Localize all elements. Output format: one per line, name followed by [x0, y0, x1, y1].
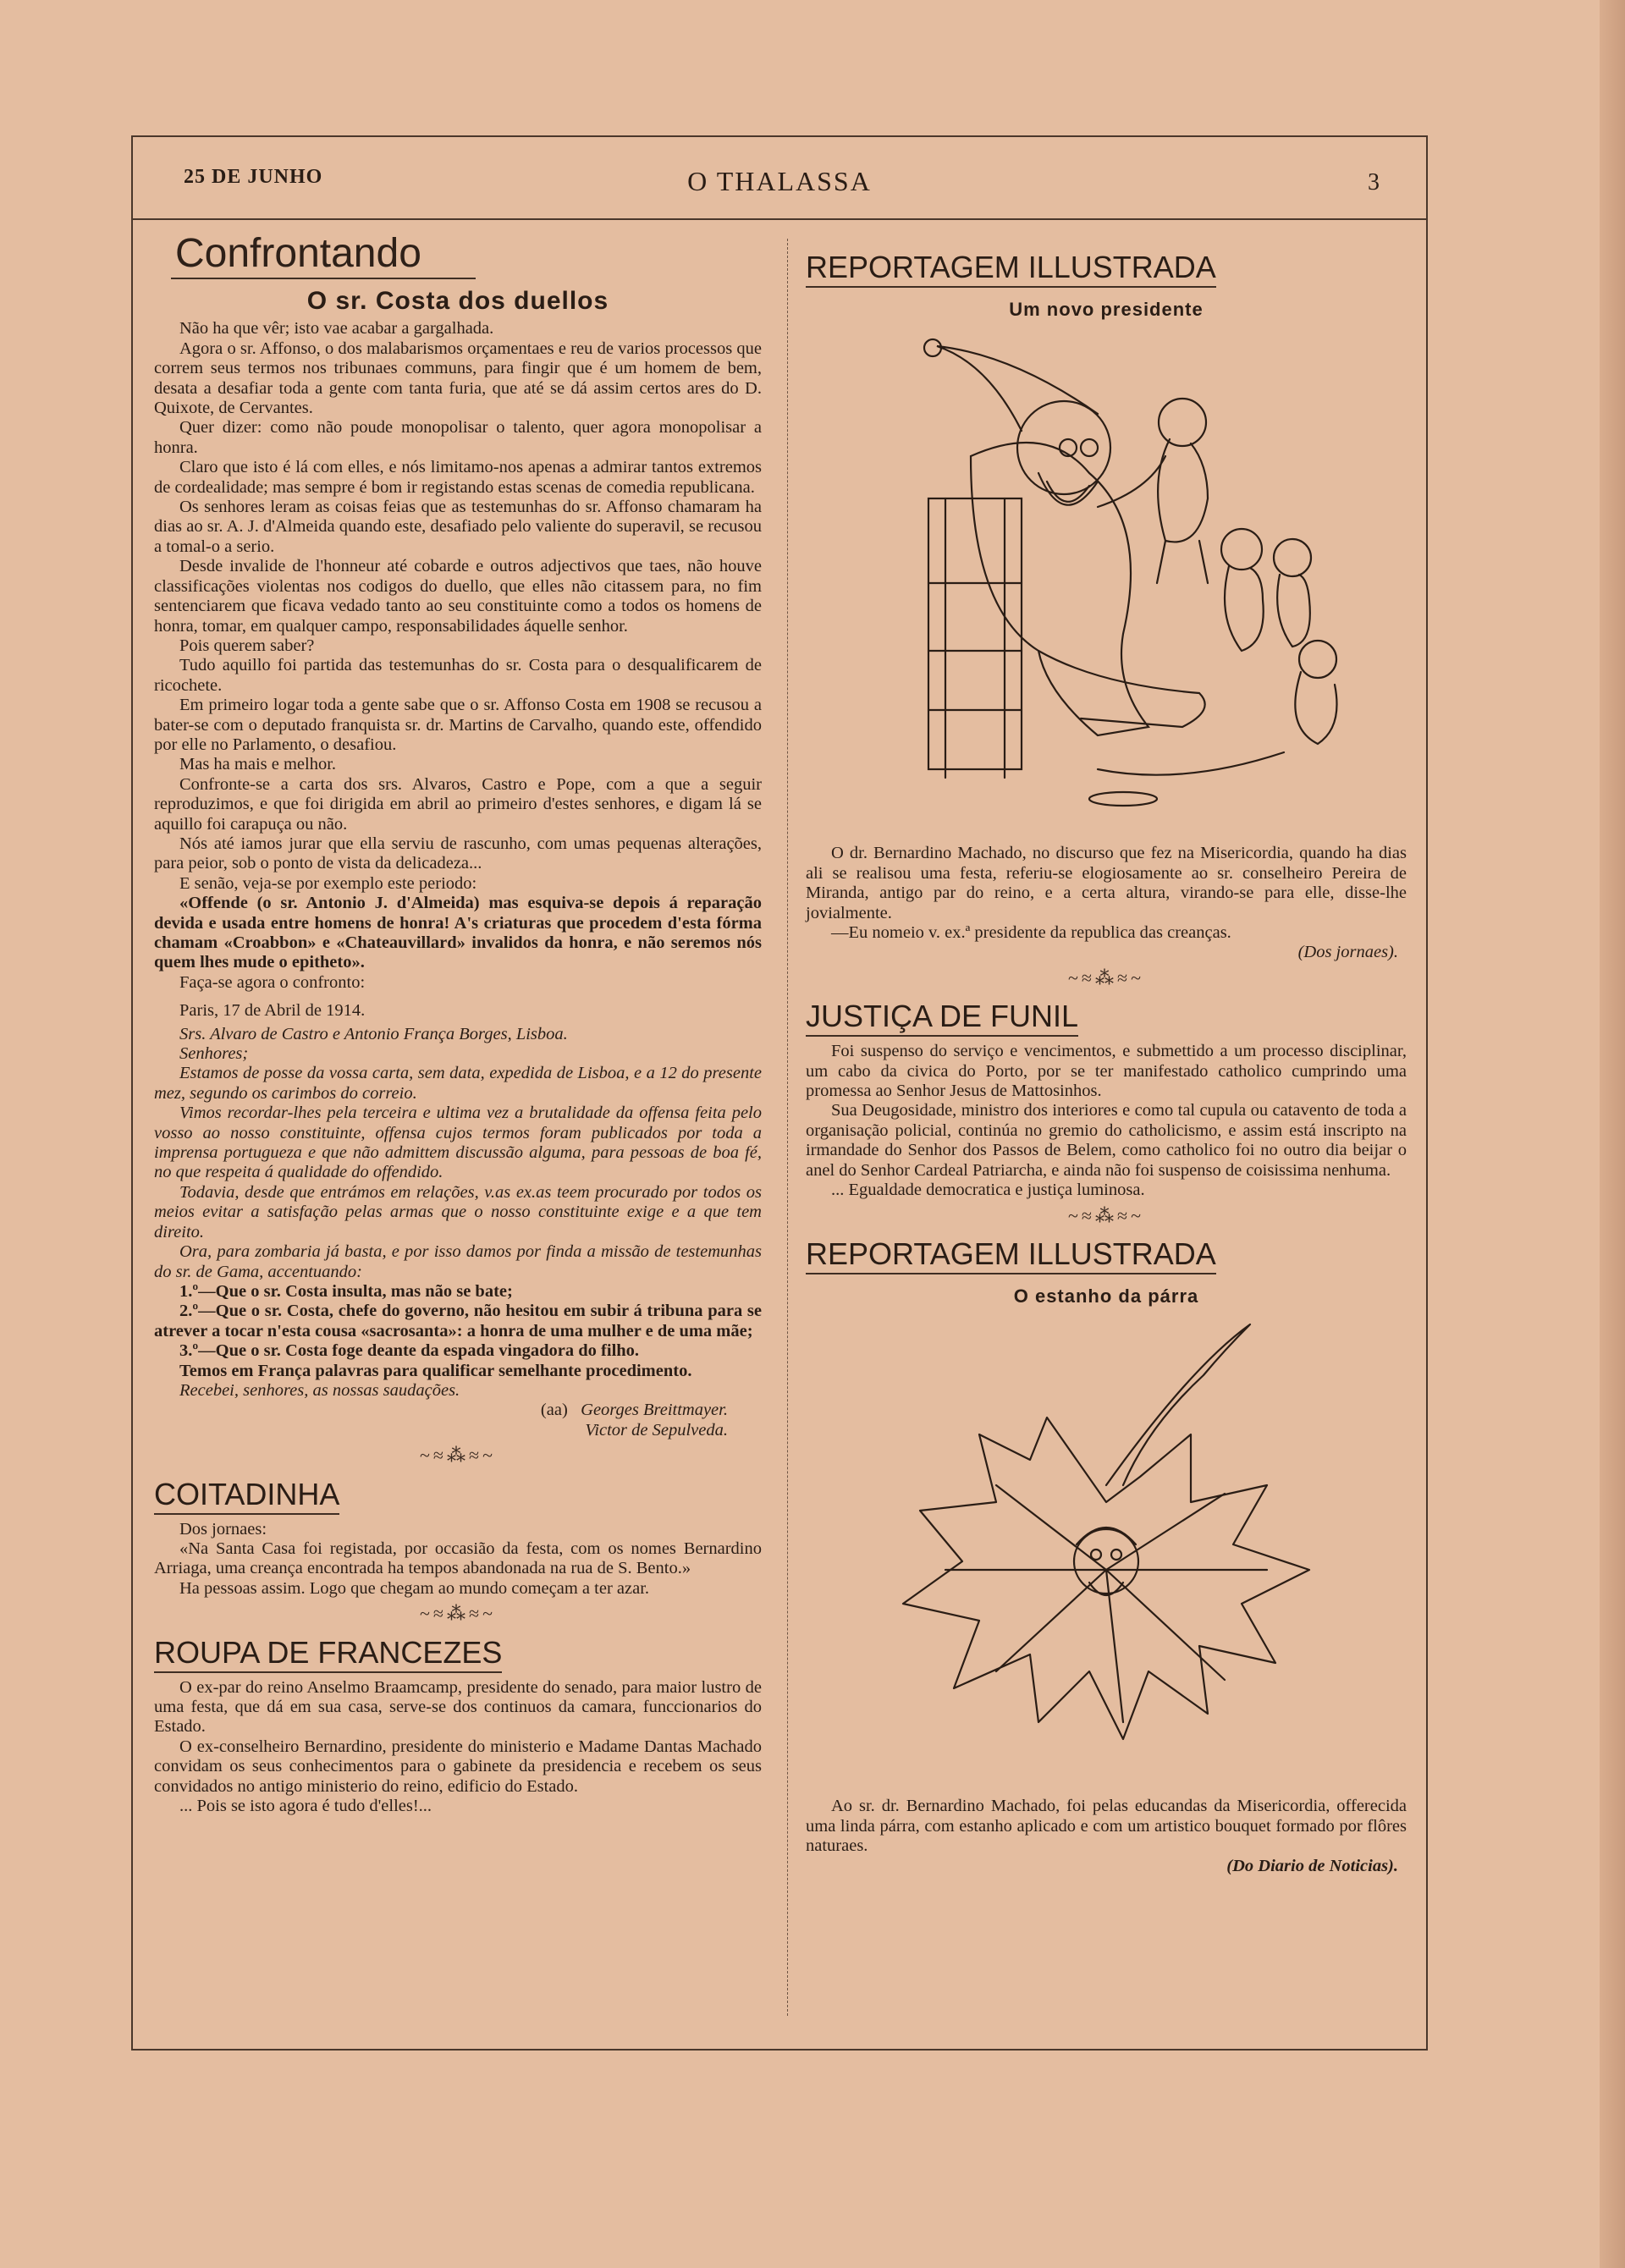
signature-2: Victor de Sepulveda. [585, 1420, 728, 1440]
paragraph: O ex-par do reino Anselmo Braamcamp, presidente do senado, para maior lustro de uma festa, que dá em sua casa, serve-se dos continuos da camara, funccionarios do Estado. [154, 1677, 762, 1737]
paragraph: Agora o sr. Affonso, o dos malabarismos orçamentaes e reu de varios processos que correm seus termos nos tribunaes communs, para fingir que é um homem de bem, desata a desafiar toda a gente com tanta furia, que até se dá assim certos ares do D. Quixote, de Cervantes. [154, 339, 762, 418]
paragraph: Claro que isto é lá com elles, e nós limitamo-nos apenas a admirar tantos extremos de cordealidade; mas sempre é bom ir registando estas scenas de comedia republicana. [154, 458, 762, 497]
letter-closing-bold: Temos em França palavras para qualificar semelhante procedimento. [179, 1361, 692, 1380]
paragraph: Quer dizer: como não poude monopolisar o talento, quer agora monopolisar a honra. [154, 418, 762, 457]
illustration-title-1: Um novo presidente [1009, 299, 1204, 320]
illustration-caption-1: O dr. Bernardino Machado, no discurso que fez na Misericordia, quando ha dias ali se realisou uma festa, referiu-se elogiosamente ao sr. conselheiro Pereira de Miranda, antigo par do reino, e a certa altura, virando-se para elle, disse-lhe jovialmente. [806, 844, 1407, 922]
column-divider [787, 239, 788, 2016]
letter-salutation: Senhores; [179, 1044, 249, 1064]
illustration-source-2: (Do Diario de Noticias). [1226, 1856, 1398, 1875]
title-underline [171, 278, 476, 279]
letter-paragraph: Ora, para zombaria já basta, e por isso damos por finda a missão de testemunhas do sr. de Gama, accentuando: [154, 1242, 762, 1281]
paragraph: ... Egualdade democratica e justiça luminosa. [831, 1181, 1145, 1200]
paragraph: Dos jornaes: [179, 1519, 267, 1539]
section-title-reportagem-1: REPORTAGEM ILLUSTRADA [806, 250, 1216, 288]
ornament-divider: ~≈⁂≈~ [1068, 1204, 1144, 1226]
illustration-caption-2: Ao sr. dr. Bernardino Machado, foi pelas educandas da Misericordia, offerecida uma linda párra, com estanho aplicado e com um artistico bouquet formado por flôres naturaes. [806, 1797, 1407, 1856]
signature-prefix: (aa) [540, 1401, 568, 1420]
confront-intro: Faça-se agora o confronto: [179, 972, 366, 992]
signature-1: Georges Breittmayer. [581, 1401, 728, 1420]
letter-paragraph: Vimos recordar-lhes pela terceira e ultima vez a brutalidade da offensa feita pelo vosso ao nosso constituinte, offensa cujos termos foram publicados por toda a imprensa portugueza e que não admittem discussão alguma, para pessoas de boa fé, no que respeita á qualidade do offendido. [154, 1104, 762, 1182]
paragraph: Os senhores leram as coisas feias que as testemunhas do sr. Affonso chamaram ha dias ao sr. A. J. d'Almeida quando este, desafiado pelo valiente do superavil, se recusou a tomal-o a serio. [154, 498, 762, 556]
paragraph: Não ha que vêr; isto vae acabar a gargalhada. [179, 319, 494, 339]
letter-point: 3.º—Que o sr. Costa foge deante da espada vingadora do filho. [179, 1341, 640, 1361]
letter-point: 2.º—Que o sr. Costa, chefe do governo, não hesitou em subir á tribuna para se atrever a tocar n'esta cousa «sacrosanta»: a honra de uma mulher e de uma mãe; [154, 1302, 762, 1340]
paragraph: ... Pois se isto agora é tudo d'elles!... [179, 1797, 432, 1816]
header-date: 25 DE JUNHO [184, 166, 323, 188]
article-title: Confrontando [175, 231, 421, 276]
ornament-divider: ~≈⁂≈~ [420, 1603, 496, 1625]
paragraph: «Na Santa Casa foi registada, por occasião da festa, com os nomes Bernardino Arriaga, uma creança encontrada ha tempos abandonada na rua de S. Bento.» [154, 1539, 762, 1578]
paragraph: Sua Deugosidade, ministro dos interiores e como tal cupula ou catavento de toda a organisação policial, continúa no gremio do catholicismo, e assim está inscripto na irmandade do Senhor dos Passos de Belem, como catholico foi no outro dia beijar o anel do Senhor Cardeal Patriarcha, e ainda não foi suspenso de coisissima nenhuma. [806, 1101, 1407, 1180]
letter-paragraph: Estamos de posse da vossa carta, sem data, expedida de Lisboa, e a 12 do presente mez, segundo os carimbos do correio. [154, 1064, 762, 1103]
paragraph: Nós até iamos jurar que ella serviu de rascunho, com umas pequenas alterações, para peior, sob o ponto de vista da delicadeza... [154, 834, 762, 873]
left-column [154, 230, 762, 1816]
section-title-coitadinha: COITADINHA [154, 1478, 339, 1515]
vine-leaf-illustration [869, 1316, 1343, 1790]
paragraph: Mas ha mais e melhor. [179, 755, 337, 774]
paragraph: O ex-conselheiro Bernardino, presidente do ministerio e Madame Dantas Machado convidam os seus conhecimentos para o gabinete da presidencia e recebem os seus convidados no antigo ministerio do reino, edificio do Estado. [154, 1737, 762, 1796]
paragraph: Foi suspenso do serviço e vencimentos, e submettido a um processo disciplinar, um cabo da civica do Porto, por se ter manifestado catholico cumprindo uma promessa ao Senhor Jesus de Mattosinhos. [806, 1042, 1407, 1101]
paragraph: Pois querem saber? [179, 636, 315, 655]
letter-closing: Recebei, senhores, as nossas saudações. [179, 1380, 460, 1400]
newspaper-page [131, 135, 1428, 2051]
letter-signature [154, 1401, 762, 1440]
paragraph: Em primeiro logar toda a gente sabe que o sr. Affonso Costa em 1908 se recusou a bater-se com o deputado franquista sr. dr. Martins de Carvalho, quando este, offendido por elle no Parlamento, o desafiou. [154, 696, 762, 754]
letter-paragraph: Todavia, desde que entrámos em relações, v.as ex.as teem procurado por todos os meios evitar a satisfação pelas armas que o nosso constituinte exige e a que tem direito. [154, 1182, 762, 1241]
letter-addressee: Srs. Alvaro de Castro e Antonio França Borges, Lisboa. [179, 1024, 568, 1043]
period-quote: «Offende (o sr. Antonio J. d'Almeida) mas esquiva-se depois á reparação devida e usada entre homens de honra! A's criaturas que procedem d'esta fórma chamam «Croabbon» e «Chateauvillard» invalidos da honra, e não seremos nós quem lhes mude o epitheto». [154, 894, 762, 972]
article-subtitle: O sr. Costa dos duellos [306, 287, 609, 315]
masthead-title: O THALASSA [687, 166, 872, 196]
page-edge [1600, 0, 1625, 2268]
caricature-illustration [844, 329, 1369, 837]
ornament-divider: ~≈⁂≈~ [1068, 966, 1144, 988]
paragraph: Ha pessoas assim. Logo que chegam ao mundo começam a ter azar. [179, 1578, 650, 1598]
illustration-source-1: (Dos jornaes). [1297, 943, 1398, 962]
section-title-roupa: ROUPA DE FRANCEZES [154, 1636, 502, 1673]
page-number: 3 [1368, 169, 1380, 195]
letter [154, 1001, 762, 1440]
paragraph: Tudo aquillo foi partida das testemunhas do sr. Costa para o desqualificarem de ricochete. [154, 656, 762, 695]
ornament-divider: ~≈⁂≈~ [420, 1445, 496, 1467]
page-header [133, 137, 1426, 220]
paragraph: Confronte-se a carta dos srs. Alvaros, Castro e Pope, com a que a seguir reproduzimos, e que foi dirigida em abril ao primeiro d'estes senhores, e digam lá se aquillo foi carapuça ou não. [154, 774, 762, 834]
letter-place-date: Paris, 17 de Abril de 1914. [179, 1001, 366, 1021]
section-title-justica: JUSTIÇA DE FUNIL [806, 999, 1078, 1037]
paragraph: Desde invalide de l'honneur até cobarde e outros adjectivos que taes, não houve classificações violentas nos codigos do duello, que elles não citassem para, no fim sentenciarem que ficava vedado tanto ao seu constituinte como a todos os homens de honra, tomar, em qualquer campo, responsabilidades áquelle senhor. [154, 557, 762, 636]
letter-point: 1.º—Que o sr. Costa insulta, mas não se bate; [179, 1281, 513, 1301]
illustration-quote-1: —Eu nomeio v. ex.ª presidente da republica das creanças. [831, 923, 1231, 943]
right-column [806, 230, 1407, 1876]
illustration-title-2: O estanho da párra [1013, 1285, 1199, 1307]
section-title-reportagem-2: REPORTAGEM ILLUSTRADA [806, 1237, 1216, 1274]
period-intro: E senão, veja-se por exemplo este periodo: [179, 873, 477, 893]
